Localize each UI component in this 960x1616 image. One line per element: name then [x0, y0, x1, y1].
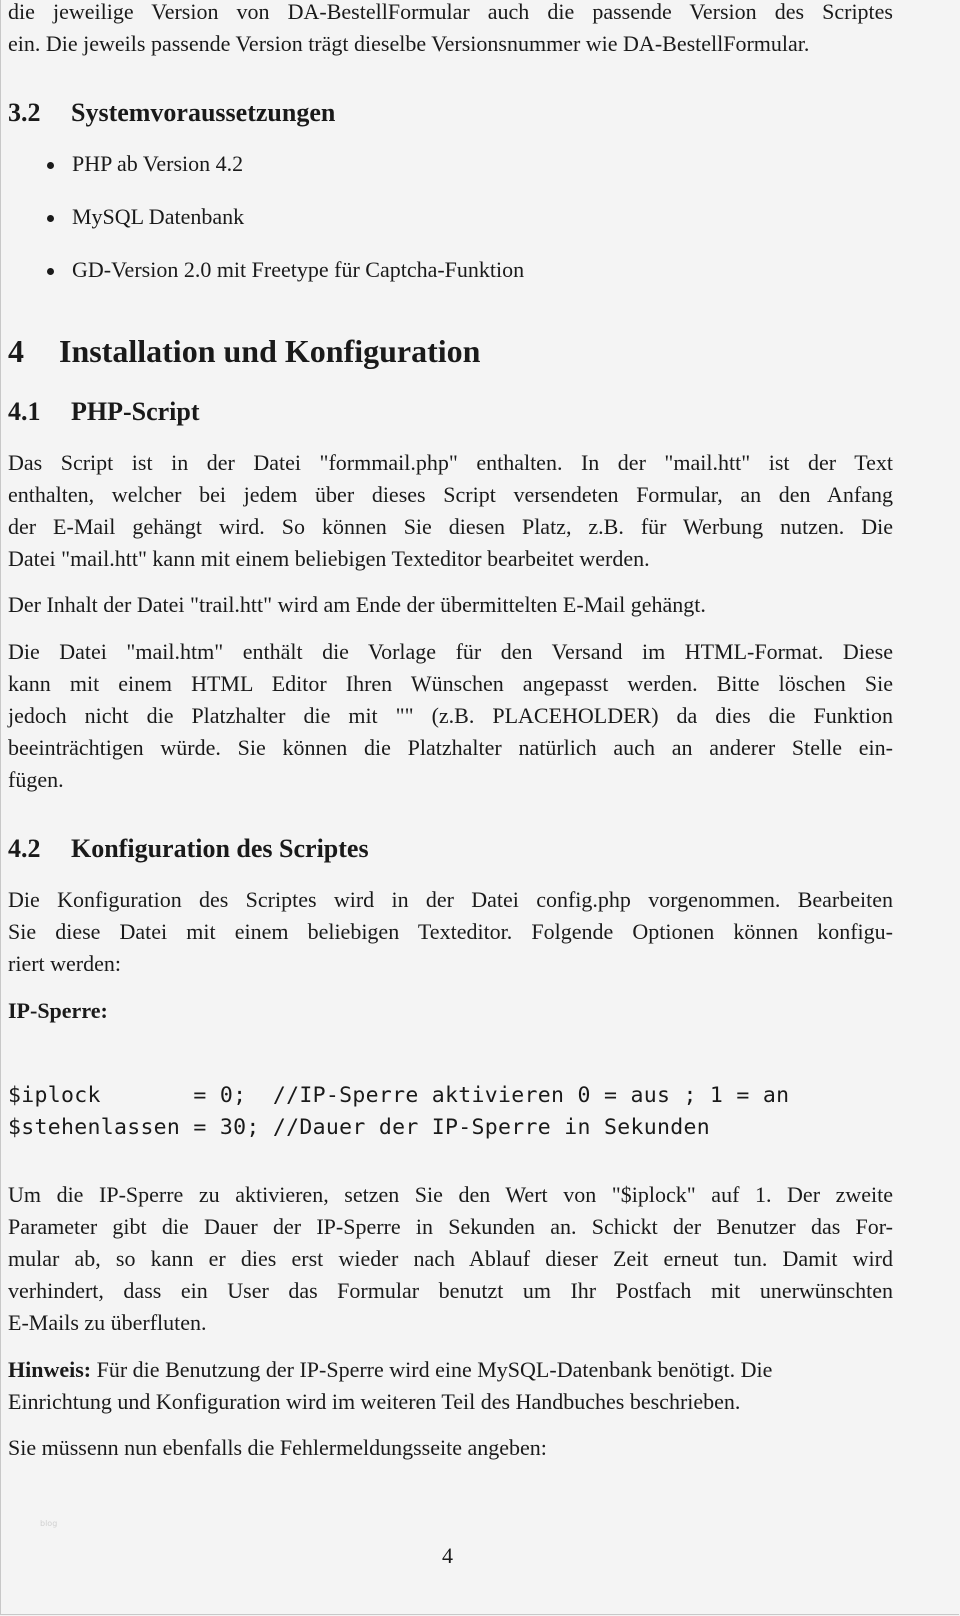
- paragraph-line: enthalten, welcher bei jedem über dieses Script versendeten Formular, an den Anfang: [8, 482, 893, 507]
- paragraph-line: Der Inhalt der Datei "trail.htt" wird am Ende der übermittelten E-Mail gehängt.: [8, 592, 706, 617]
- watermark: blog: [40, 1519, 58, 1528]
- section-title: PHP-Script: [71, 397, 200, 426]
- note-label: Hinweis:: [8, 1357, 92, 1382]
- paragraph-line: Sie diese Datei mit einem beliebigen Texteditor. Folgende Optionen können konfigu-: [8, 919, 893, 944]
- note-text: Für die Benutzung der IP-Sperre wird eine MySQL-Datenbank benötigt. Die: [91, 1357, 773, 1382]
- section-title: Konfiguration des Scriptes: [71, 834, 369, 863]
- paragraph-line: Um die IP-Sperre zu aktivieren, setzen Sie den Wert von "$iplock" auf 1. Der zweite: [8, 1182, 893, 1207]
- bullet-text: MySQL Datenbank: [72, 204, 245, 229]
- section-number: 4.1: [8, 397, 41, 426]
- chapter-heading-4: [8, 331, 480, 371]
- bullet-item: [47, 254, 524, 286]
- paragraph-line: Die Konfiguration des Scriptes wird in der Datei config.php vorgenommen. Bearbeiten: [8, 887, 893, 912]
- paragraph-line: verhindert, dass ein User das Formular benutzt um Ihr Postfach mit unerwünschten: [8, 1278, 893, 1303]
- note-line: Einrichtung und Konfiguration wird im weiteren Teil des Handbuches beschrieben.: [8, 1389, 741, 1414]
- paragraph-line: der E-Mail gehängt wird. So können Sie diesen Platz, z.B. für Werbung nutzen. Die: [8, 514, 893, 539]
- paragraph-line: Sie müssenn nun ebenfalls die Fehlermeldungsseite angeben:: [8, 1435, 547, 1460]
- section-heading-3-2: [8, 95, 335, 131]
- intro-line: ein. Die jeweils passende Version trägt dieselbe Versionsnummer wie DA-BestellFormular.: [8, 31, 810, 56]
- section-number: 3.2: [8, 98, 41, 127]
- section-title: Installation und Konfiguration: [59, 333, 481, 369]
- intro-line: die jeweilige Version von DA-BestellFormular auch die passende Version des Scriptes: [8, 0, 893, 24]
- section-heading-4-2: [8, 831, 369, 867]
- code-line: $iplock = 0; //IP-Sperre aktivieren 0 = aus ; 1 = an: [8, 1083, 790, 1108]
- section-number: 4.2: [8, 834, 41, 863]
- section-title: Systemvoraussetzungen: [71, 98, 336, 127]
- paragraph-line: kann mit einem HTML Editor Ihren Wünschen angepasst werden. Bitte löschen Sie: [8, 671, 893, 696]
- section-heading-4-1: [8, 394, 200, 430]
- bullet-item: [47, 201, 244, 233]
- code-line: $stehenlassen = 30; //Dauer der IP-Sperre in Sekunden: [8, 1115, 710, 1140]
- bullet-text: PHP ab Version 4.2: [72, 151, 244, 176]
- subheading-ip-sperre: IP-Sperre:: [8, 998, 108, 1023]
- paragraph-line: E-Mails zu überfluten.: [8, 1310, 207, 1335]
- note-line: [8, 1354, 893, 1386]
- section-number: 4: [8, 333, 24, 369]
- paragraph-line: mular ab, so kann er dies erst wieder nach Ablauf dieser Zeit erneut tun. Damit wird: [8, 1246, 893, 1271]
- paragraph-line: beeinträchtigen würde. Sie können die Platzhalter natürlich auch an anderer Stelle ein-: [8, 735, 893, 760]
- paragraph-line: Parameter gibt die Dauer der IP-Sperre in Sekunden an. Schickt der Benutzer das For-: [8, 1214, 893, 1239]
- bullet-text: GD-Version 2.0 mit Freetype für Captcha-Funktion: [72, 257, 525, 282]
- paragraph-line: riert werden:: [8, 951, 121, 976]
- paragraph-line: fügen.: [8, 767, 64, 792]
- paragraph-line: jedoch nicht die Platzhalter die mit "" (z.B. PLACEHOLDER) da dies die Funktion: [8, 703, 893, 728]
- page-number: 4: [442, 1543, 453, 1568]
- bullet-item: [47, 148, 243, 180]
- paragraph-line: Datei "mail.htt" kann mit einem beliebigen Texteditor bearbeitet werden.: [8, 546, 650, 571]
- paragraph-line: Die Datei "mail.htm" enthält die Vorlage für den Versand im HTML-Format. Diese: [8, 639, 893, 664]
- paragraph-line: Das Script ist in der Datei "formmail.php" enthalten. In der "mail.htt" ist der Text: [8, 450, 893, 475]
